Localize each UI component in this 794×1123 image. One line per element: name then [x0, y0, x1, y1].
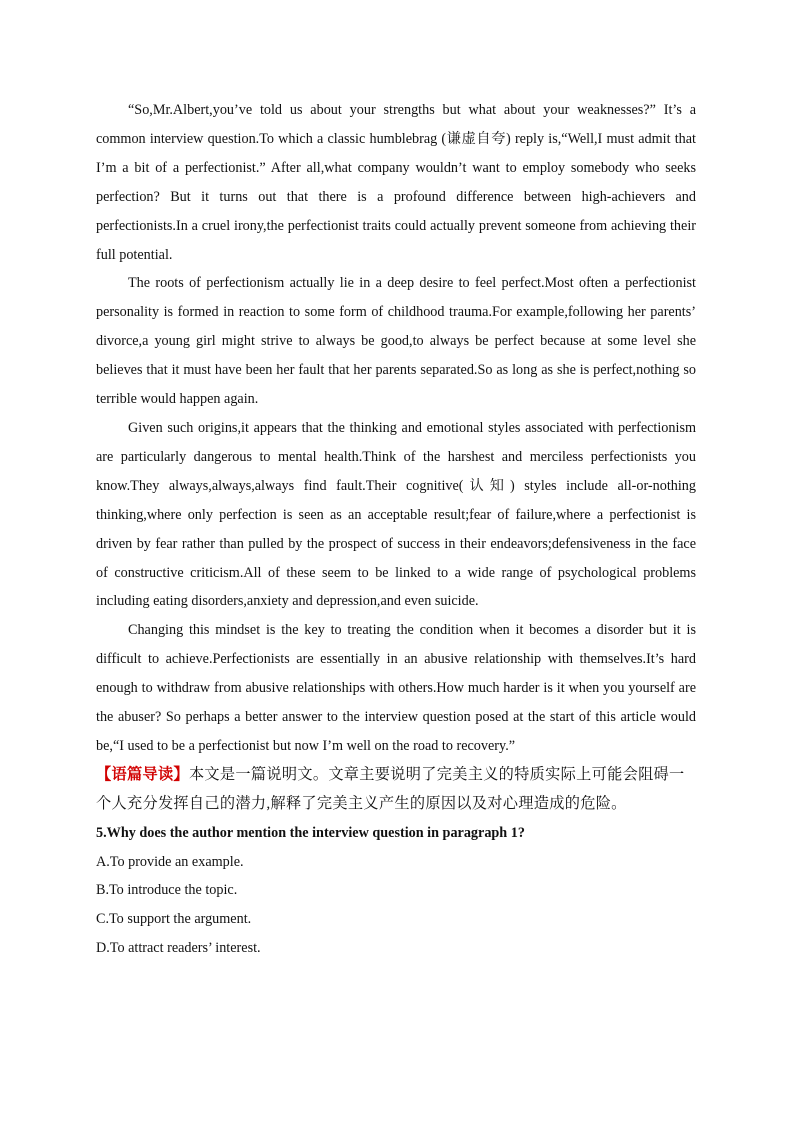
passage-paragraph-2: The roots of perfectionism actually lie in a deep desire to feel perfect.Most often a perfectionist personality is formed in reaction to some form of childhood trauma.For example,following her parents’ divorce,a young girl might strive to always be good,to always be perfect because at some level she believes that it must have been her fault that her parents separated.So as long as she is perfect,nothing so terrible would happen again. — [96, 275, 696, 408]
reading-guide-tag: 【语篇导读】 — [96, 765, 189, 783]
reading-guide-text: 本文是一篇说明文。文章主要说明了完美主义的特质实际上可能会阻碍一个人充分发挥自己的潜力,解释了完美主义产生的原因以及对心理造成的危险。 — [96, 765, 685, 812]
passage-paragraph-3: Given such origins,it appears that the thinking and emotional styles associated with perfectionism are particularly dangerous to mental health.Think of the harshest and merciless perfectionists you know.They always,always,always find fault.Their cognitive(认知) styles include all-or-nothing thinking,where only perfection is seen as an acceptable result;fear of failure,where a perfectionist is driven by fear rather than pulled by the prospect of success in their endeavors;defensiveness in the face of constructive criticism.All of these seem to be linked to a wide range of psychological problems including eating disorders,anxiety and depression,and even suicide. — [96, 419, 696, 610]
option-b: B.To introduce the topic. — [96, 882, 238, 899]
document-page — [96, 96, 696, 963]
option-d: D.To attract readers’ interest. — [96, 940, 261, 957]
option-a: A.To provide an example. — [96, 853, 244, 870]
question-stem: 5.Why does the author mention the interview question in paragraph 1? — [96, 824, 525, 841]
reading-guide — [96, 761, 696, 819]
option-c: C.To support the argument. — [96, 911, 252, 928]
passage-paragraph-1: “So,Mr.Albert,you’ve told us about your strengths but what about your weaknesses?” It’s a common interview question.To which a classic humblebrag (谦虚自夸) reply is,“Well,I must admit that I’m a bit of a perfectionist.” After all,what company wouldn’t want to employ somebody who seeks perfection? But it turns out that there is a profound difference between high-achievers and perfectionists.In a cruel irony,the perfectionist traits could actually prevent someone from achieving their full potential. — [96, 102, 696, 263]
passage-paragraph-4: Changing this mindset is the key to treating the condition when it becomes a disorder but it is difficult to achieve.Perfectionists are essentially in an abusive relationship with themselves.It’s hard enough to withdraw from abusive relationships with others.How much harder is it when you yourself are the abuser? So perhaps a better answer to the interview question posed at the start of this article would be,“I used to be a perfectionist but now I’m well on the road to recovery.” — [96, 622, 696, 754]
